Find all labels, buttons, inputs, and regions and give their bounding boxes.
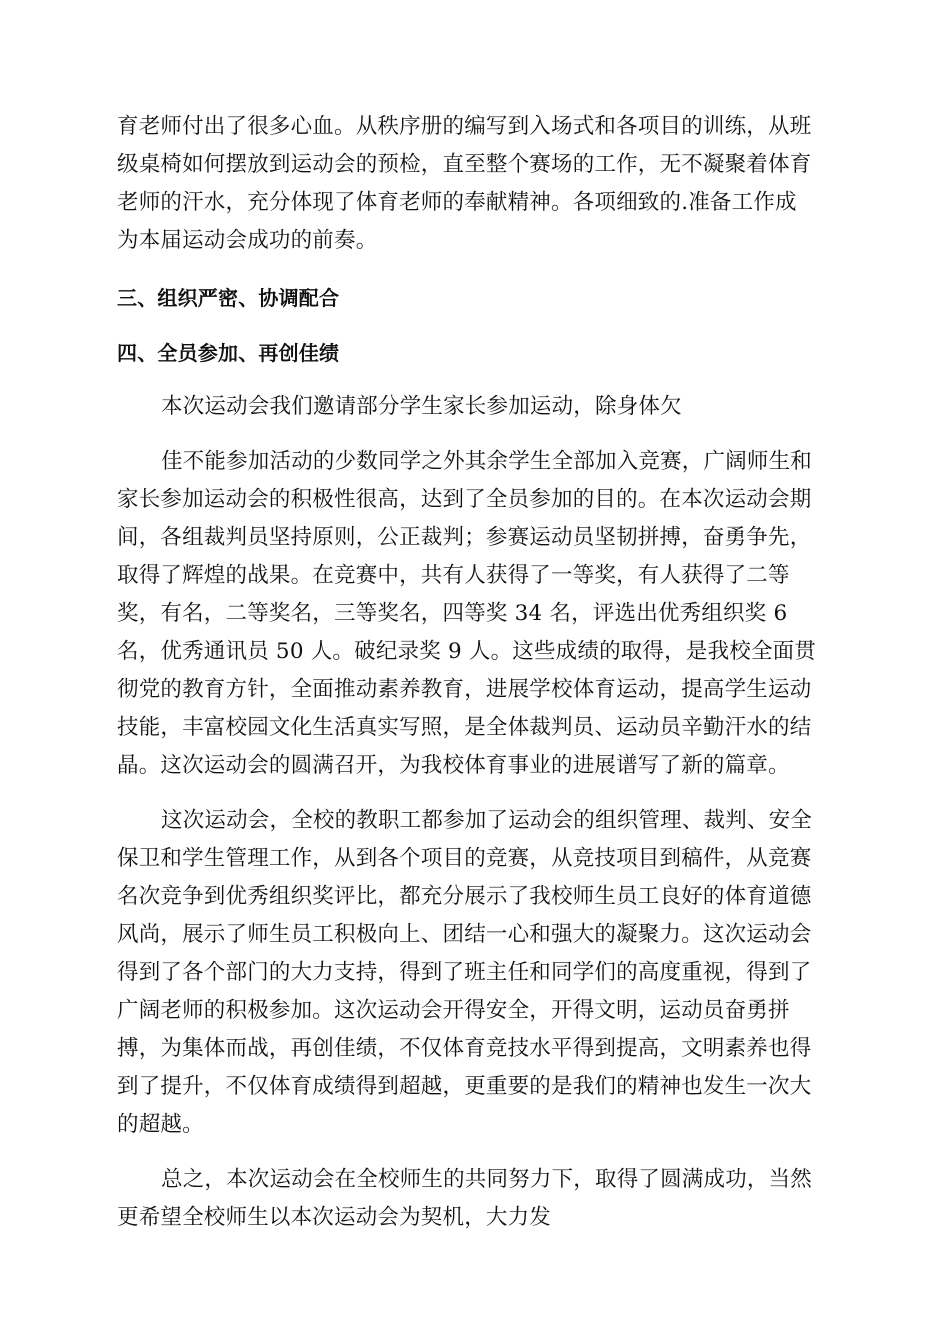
paragraph-4-line-5: 得到了各个部门的大力支持，得到了班主任和同学们的高度重视，得到了 xyxy=(117,960,812,985)
section-heading-4: 四、全员参加、再创佳绩 xyxy=(117,341,340,365)
section-heading-3: 三、组织严密、协调配合 xyxy=(117,286,340,310)
paragraph-1-line-1: 育老师付出了很多心血。从秩序册的编写到入场式和各项目的训练，从班 xyxy=(117,114,812,139)
paragraph-1-line-3: 老师的汗水，充分体现了体育老师的奉献精神。各项细致的.准备工作成 xyxy=(117,190,797,215)
paragraph-4-line-6: 广阔老师的积极参加。这次运动会开得安全，开得文明，运动员奋勇拼 xyxy=(117,998,790,1023)
paragraph-3-line-9: 晶。这次运动会的圆满召开，为我校体育事业的进展谱写了新的篇章。 xyxy=(117,753,790,778)
paragraph-4-line-1: 这次运动会，全校的教职工都参加了运动会的组织管理、裁判、安全 xyxy=(161,808,813,833)
paragraph-4-line-9: 的超越。 xyxy=(117,1112,204,1137)
paragraph-3-line-7: 彻党的教育方针，全面推动素养教育，进展学校体育运动，提高学生运动 xyxy=(117,677,812,702)
paragraph-1-line-4: 为本届运动会成功的前奏。 xyxy=(117,228,378,253)
paragraph-2-line-1: 本次运动会我们邀请部分学生家长参加运动，除身体欠 xyxy=(161,394,682,419)
paragraph-3-line-4: 取得了辉煌的战果。在竞赛中，共有人获得了一等奖，有人获得了二等 xyxy=(117,563,790,588)
paragraph-4-line-7: 搏，为集体而战，再创佳绩，不仅体育竞技水平得到提高，文明素养也得 xyxy=(117,1036,812,1061)
paragraph-4-line-3: 名次竞争到优秀组织奖评比，都充分展示了我校师生员工良好的体育道德 xyxy=(117,884,812,909)
paragraph-3-line-8: 技能，丰富校园文化生活真实写照，是全体裁判员、运动员辛勤汗水的结 xyxy=(117,715,812,740)
paragraph-5-line-1: 总之，本次运动会在全校师生的共同努力下，取得了圆满成功，当然 xyxy=(161,1167,813,1192)
paragraph-3-line-1: 佳不能参加活动的少数同学之外其余学生全部加入竞赛，广阔师生和 xyxy=(161,449,813,474)
paragraph-4-line-4: 风尚，展示了师生员工积极向上、团结一心和强大的凝聚力。这次运动会 xyxy=(117,922,812,947)
paragraph-3-line-5: 奖，有名，二等奖名，三等奖名，四等奖 34 名，评选出优秀组织奖 6 xyxy=(117,601,788,626)
paragraph-4-line-8: 到了提升，不仅体育成绩得到超越，更重要的是我们的精神也发生一次大 xyxy=(117,1074,812,1099)
paragraph-4-line-2: 保卫和学生管理工作，从到各个项目的竞赛，从竞技项目到稿件，从竞赛 xyxy=(117,846,812,871)
paragraph-3-line-2: 家长参加运动会的积极性很高，达到了全员参加的目的。在本次运动会期 xyxy=(117,487,812,512)
paragraph-3-line-6: 名，优秀通讯员 50 人。破纪录奖 9 人。这些成绩的取得，是我校全面贯 xyxy=(117,639,817,664)
paragraph-1-line-2: 级桌椅如何摆放到运动会的预检，直至整个赛场的工作，无不凝聚着体育 xyxy=(117,152,812,177)
paragraph-3-line-3: 间，各组裁判员坚持原则，公正裁判；参赛运动员坚韧拼搏，奋勇争先， xyxy=(117,525,812,550)
paragraph-5-line-2: 更希望全校师生以本次运动会为契机，大力发 xyxy=(117,1205,552,1230)
